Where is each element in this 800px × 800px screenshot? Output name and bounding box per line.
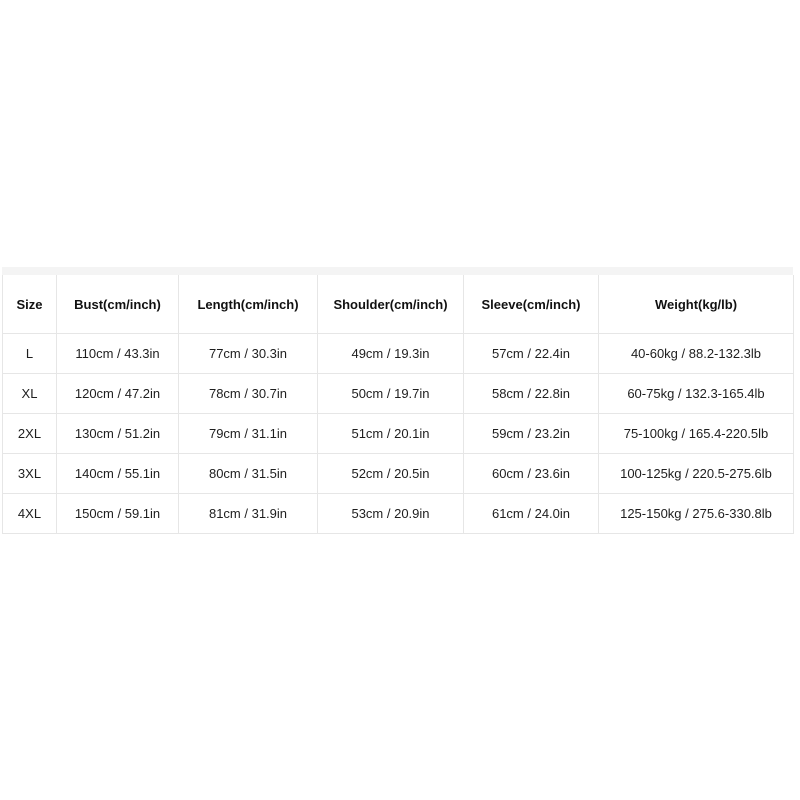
cell-length: 80cm / 31.5in	[179, 454, 318, 494]
table-top-strip	[2, 267, 793, 275]
cell-weight: 75-100kg / 165.4-220.5lb	[599, 414, 794, 454]
cell-size: 2XL	[3, 414, 57, 454]
header-shoulder: Shoulder(cm/inch)	[318, 275, 464, 334]
cell-weight: 100-125kg / 220.5-275.6lb	[599, 454, 794, 494]
table-header-row	[3, 275, 794, 334]
table-row	[3, 414, 794, 454]
cell-bust: 130cm / 51.2in	[57, 414, 179, 454]
cell-sleeve: 59cm / 23.2in	[464, 414, 599, 454]
cell-bust: 110cm / 43.3in	[57, 334, 179, 374]
header-weight: Weight(kg/lb)	[599, 275, 794, 334]
cell-sleeve: 60cm / 23.6in	[464, 454, 599, 494]
cell-length: 77cm / 30.3in	[179, 334, 318, 374]
cell-shoulder: 51cm / 20.1in	[318, 414, 464, 454]
cell-weight: 60-75kg / 132.3-165.4lb	[599, 374, 794, 414]
cell-length: 78cm / 30.7in	[179, 374, 318, 414]
cell-sleeve: 61cm / 24.0in	[464, 494, 599, 534]
size-chart-table	[2, 275, 794, 534]
cell-shoulder: 49cm / 19.3in	[318, 334, 464, 374]
cell-weight: 125-150kg / 275.6-330.8lb	[599, 494, 794, 534]
header-length: Length(cm/inch)	[179, 275, 318, 334]
cell-size: XL	[3, 374, 57, 414]
cell-bust: 140cm / 55.1in	[57, 454, 179, 494]
table-row	[3, 454, 794, 494]
header-bust: Bust(cm/inch)	[57, 275, 179, 334]
cell-sleeve: 57cm / 22.4in	[464, 334, 599, 374]
table-row	[3, 374, 794, 414]
cell-size: 4XL	[3, 494, 57, 534]
header-size: Size	[3, 275, 57, 334]
header-sleeve: Sleeve(cm/inch)	[464, 275, 599, 334]
table-row	[3, 334, 794, 374]
cell-size: 3XL	[3, 454, 57, 494]
table-row	[3, 494, 794, 534]
cell-bust: 120cm / 47.2in	[57, 374, 179, 414]
cell-shoulder: 52cm / 20.5in	[318, 454, 464, 494]
cell-bust: 150cm / 59.1in	[57, 494, 179, 534]
cell-weight: 40-60kg / 88.2-132.3lb	[599, 334, 794, 374]
cell-size: L	[3, 334, 57, 374]
cell-sleeve: 58cm / 22.8in	[464, 374, 599, 414]
cell-length: 79cm / 31.1in	[179, 414, 318, 454]
cell-shoulder: 50cm / 19.7in	[318, 374, 464, 414]
cell-shoulder: 53cm / 20.9in	[318, 494, 464, 534]
cell-length: 81cm / 31.9in	[179, 494, 318, 534]
